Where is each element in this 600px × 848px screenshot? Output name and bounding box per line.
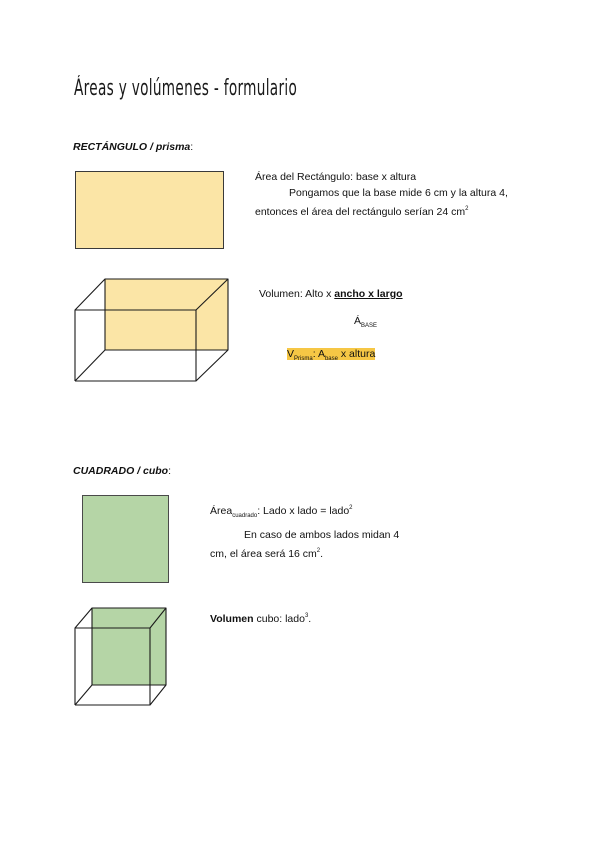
- square-area-sub: cuadrado: [232, 513, 258, 519]
- vprisma-eq: : A: [312, 348, 325, 360]
- vprisma-highlight: [287, 348, 375, 360]
- square-area-line: [210, 500, 353, 524]
- rect-example-unit-exp: 2: [465, 206, 469, 212]
- rect-example-line2-text: entonces el área del rectángulo serían 24 cm: [255, 206, 466, 218]
- square-area-main: Área: [210, 505, 233, 517]
- square-area-exp: 2: [349, 505, 353, 511]
- prism-volume-bold: ancho x largo: [334, 288, 403, 300]
- abase-label: [354, 313, 377, 334]
- square-heading-text: CUADRADO / cubo: [73, 465, 169, 477]
- cube-volume-rest: cubo: lado: [253, 613, 305, 625]
- cube-volume-bold: Volumen: [210, 613, 254, 625]
- prism-front-face-fill: [105, 279, 228, 350]
- prism-back-edges: [75, 279, 228, 381]
- rect-area-label: Área del Rectángulo: base x altura: [255, 171, 417, 183]
- vprisma-sub: Prisma: [294, 356, 313, 362]
- rect-section-heading: [73, 141, 193, 153]
- vprisma-v: V: [287, 348, 295, 360]
- square-example-line1: En caso de ambos lados midan 4: [244, 529, 400, 541]
- square-example-line2-text: cm, el área será 16 cm: [210, 548, 317, 560]
- vprisma-formula: [287, 346, 375, 367]
- square-shape: [82, 495, 169, 583]
- square-example-end: .: [320, 548, 324, 560]
- rect-heading-colon: :: [190, 141, 194, 153]
- prism-volume-line: [259, 286, 403, 302]
- rect-example-line1: Pongamos que la base mide 6 cm y la altura 4,: [289, 187, 508, 199]
- rect-heading-text: RECTÁNGULO / prisma: [73, 141, 191, 153]
- square-section-heading: [73, 465, 171, 477]
- square-example-block: [210, 527, 450, 562]
- cube-volume-exp: 3: [304, 613, 309, 619]
- vprisma-rest: x altura: [337, 348, 376, 360]
- square-example-line2: [210, 543, 450, 562]
- vprisma-base-sub: base: [324, 356, 338, 362]
- page-title: Áreas y volúmenes - formulario: [74, 76, 298, 101]
- square-area-formula: : Lado x lado = lado: [257, 505, 350, 517]
- prism-hidden-diagonal: [75, 350, 105, 381]
- prism-top-right-edge: [196, 279, 228, 310]
- cube-back-edges: [75, 608, 166, 705]
- rect-area-block: [255, 169, 555, 220]
- cube-front-face-fill: [92, 608, 166, 685]
- abase-sub: BASE: [361, 323, 378, 329]
- cube-volume-line: [210, 608, 311, 627]
- cube-hidden-diagonal: [75, 685, 92, 705]
- rectangle-shape: [75, 171, 224, 249]
- rect-example-line2: [255, 201, 555, 220]
- cube-volume-end: .: [308, 613, 312, 625]
- square-example-exp: 2: [316, 548, 321, 554]
- square-heading-colon: :: [168, 465, 172, 477]
- prism-volume-prefix: Volumen: Alto x: [259, 288, 335, 300]
- cube-top-right-edge: [150, 608, 166, 628]
- abase-main: Á: [354, 315, 362, 327]
